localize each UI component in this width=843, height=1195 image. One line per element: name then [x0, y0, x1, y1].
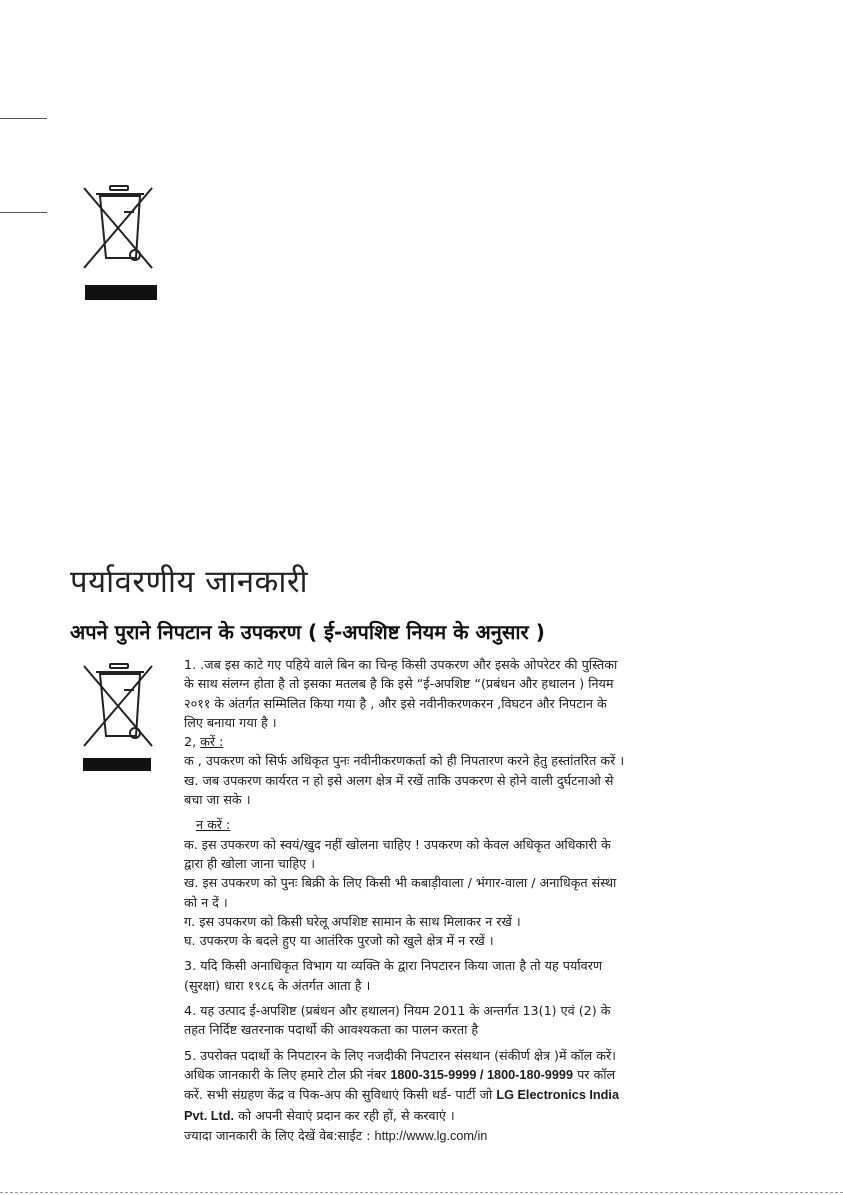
- dont-item-c: ग. इस उपकरण को किसी घरेलू अपशिष्ट सामान के साथ मिलाकर न रखें ।: [184, 913, 521, 929]
- website-url[interactable]: http://www.lg.com/in: [374, 1128, 488, 1143]
- paragraph-5-part-a: 5. उपरोक्त पदार्थो के निपटारन के लिए नजदीकी निपटारन संसथान (संकीर्ण क्षेत्र )में कॉल करें। अधिक जानकारी के लिए हमारे टोल फ्री नंबर: [184, 1047, 616, 1082]
- page-bottom-rule: [0, 1192, 843, 1193]
- dont-heading: [184, 815, 626, 834]
- section-subtitle: अपने पुराने निपटान के उपकरण ( ई-अपशिष्ट नियम के अनुसार ): [70, 620, 545, 644]
- paragraph-3: 3. यदि किसी अनाधिकृत विभाग या व्यक्ति के द्वारा निपटारन किया जाता है तो यह पर्यावरण (सुरक्षा) धारा १९८६ के अंतर्गत आता है ।: [184, 958, 603, 993]
- company-name: LG Electronics India Pvt. Ltd.: [184, 1088, 620, 1123]
- dont-item-b: ख. इस उपकरण को पुनः बिक्री के लिए किसी भी कबाड़ीवाला / भंगार-वाला / अनाधिकृत संस्था को न दें ।: [184, 875, 617, 910]
- paragraph-5: [184, 1046, 626, 1126]
- do-item-b: ख. जब उपकरण कार्यरत न हो इसे अलग क्षेत्र में रखें ताकि उपकरण से होने वाली दुर्घटनाओ से बचा जा सके ।: [184, 772, 614, 808]
- paragraph-1: 1. .जब इस काटे गए पहिये वाले बिन का चिन्ह किसी उपकरण और इसके ओपरेटर की पुस्तिका के साथ संलग्न होता है तो इसका मतलब है कि इसे “ई-अपशिष्ट “(प्रबंधन और हथालन ) नियम २०११ के अंतर्गत सम्मिलित किया गया है , और इसे नवीनीकरणकरन ,विघटन और निपटान के लिए बनाया गया है ।: [184, 657, 618, 730]
- paragraph-5-part-b: पर कॉल करें. सभी संग्रहण केंद्र व पिक-अप की सुविधाएं किसी थर्ड- पार्टी जो: [184, 1066, 616, 1103]
- do-item-a: क , उपकरण को सिर्फ अधिकृत पुनः नवीनीकरणकर्ता को ही निपतारण करने हेतु हस्तांतरित करें ।: [184, 753, 625, 769]
- margin-rule-top: [0, 118, 47, 119]
- toll-free-numbers: 1800-315-9999 / 1800-180-9999: [390, 1067, 574, 1082]
- bin-underline-bar: [83, 758, 151, 771]
- crossed-out-wheelie-bin-icon: [80, 660, 160, 750]
- website-label: ज्यादा जानकारी के लिए देखें वेब:साईट :: [184, 1127, 375, 1143]
- dont-item-a: क. इस उपकरण को स्वयं/खुद नहीं खोलना चाहिए ! उपकरण को केवल अधिकृत अधिकारी के द्वारा ही खोला जाना चाहिए ।: [184, 836, 611, 871]
- page-title: पर्यावरणीय जानकारी: [70, 564, 309, 600]
- do-heading: [184, 732, 626, 751]
- website-line: [184, 1126, 626, 1146]
- do-title: करें :: [200, 734, 224, 750]
- bin-underline-bar: [85, 285, 157, 300]
- margin-rule-bottom: [0, 212, 47, 213]
- paragraph-5-part-c: को अपनी सेवाएं प्रदान कर रही हों, से करवाएं ।: [234, 1107, 455, 1123]
- crossed-out-wheelie-bin-icon: [80, 182, 160, 272]
- dont-item-d: घ. उपकरण के बदले हुए या आतंरिक पुरजो को खुले क्षेत्र में न रखें ।: [184, 933, 494, 949]
- paragraph-4: 4. यह उत्पाद ई-अपशिष्ट (प्रबंधन और हथालन) नियम 2011 के अन्तर्गत 13(1) एवं (2) के तहत निर्दिष्ट खतरनाक पदार्थो की आवश्यकता का पालन करता है: [184, 1003, 611, 1038]
- do-number: 2,: [184, 734, 201, 750]
- dont-title: न करें :: [196, 817, 231, 833]
- disposal-instructions: [184, 655, 626, 1146]
